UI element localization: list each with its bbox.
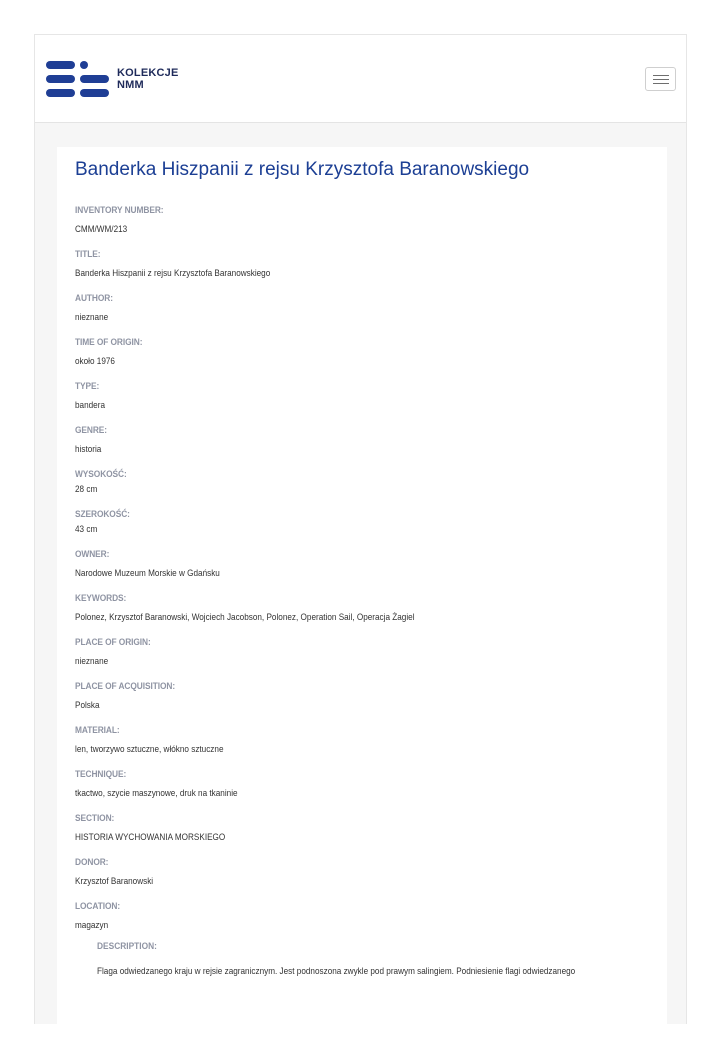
- metadata-field: [75, 425, 655, 456]
- field-label: KEYWORDS:: [75, 593, 127, 604]
- field-value: około 1976: [75, 356, 115, 367]
- field-value: bandera: [75, 400, 105, 411]
- metadata-field: [75, 249, 655, 280]
- logo-line-2: NMM: [117, 79, 144, 91]
- metadata-field: [75, 637, 655, 668]
- metadata-field: [75, 381, 655, 412]
- metadata-field: [75, 205, 655, 236]
- description-section: [97, 941, 657, 978]
- object-details-card: [57, 147, 667, 1047]
- logo-line-1: KOLEKCJE: [117, 67, 179, 79]
- field-label: DONOR:: [75, 857, 109, 868]
- field-label: MATERIAL:: [75, 725, 120, 736]
- field-label: TIME OF ORIGIN:: [75, 337, 143, 348]
- metadata-field: [75, 469, 655, 496]
- metadata-field: [75, 337, 655, 368]
- field-label: OWNER:: [75, 549, 110, 560]
- field-value: Krzysztof Baranowski: [75, 876, 154, 887]
- field-value: len, tworzywo sztuczne, włókno sztuczne: [75, 744, 224, 755]
- field-label: TYPE:: [75, 381, 100, 392]
- nav-toggle-button[interactable]: [645, 67, 676, 91]
- page-frame: [34, 34, 687, 1024]
- field-label: GENRE:: [75, 425, 107, 436]
- object-title: Banderka Hiszpanii z rejsu Krzysztofa Baranowskiego: [75, 159, 530, 180]
- field-value: nieznane: [75, 312, 109, 323]
- field-value: CMM/WM/213: [75, 224, 128, 235]
- nmm-logo-icon: [46, 61, 110, 99]
- hamburger-menu-icon: [653, 79, 669, 80]
- metadata-field: [75, 549, 655, 580]
- field-label: PLACE OF ACQUISITION:: [75, 681, 176, 692]
- field-label: TITLE:: [75, 249, 101, 260]
- metadata-field: [75, 293, 655, 324]
- field-value: nieznane: [75, 656, 109, 667]
- description-text: Flaga odwiedzanego kraju w rejsie zagranicznym. Jest podnoszona zwykle pod prawym salingiem. Podniesienie flagi odwiedzanego: [97, 966, 576, 977]
- site-logo[interactable]: [46, 61, 186, 99]
- field-label: PLACE OF ORIGIN:: [75, 637, 151, 648]
- field-value: Banderka Hiszpanii z rejsu Krzysztofa Baranowskiego: [75, 268, 271, 279]
- field-label: SECTION:: [75, 813, 115, 824]
- metadata-field: [75, 725, 655, 756]
- field-label: LOCATION:: [75, 901, 121, 912]
- field-value: magazyn: [75, 920, 109, 931]
- site-header: [35, 35, 686, 123]
- field-value: Polska: [75, 700, 100, 711]
- field-value: tkactwo, szycie maszynowe, druk na tkaninie: [75, 788, 238, 799]
- logo-text: [117, 67, 179, 91]
- field-value: 28 cm: [75, 484, 98, 495]
- metadata-field: [75, 813, 655, 844]
- metadata-field: [75, 857, 655, 888]
- hamburger-menu-icon: [653, 75, 669, 76]
- field-value: 43 cm: [75, 524, 98, 535]
- field-value: HISTORIA WYCHOWANIA MORSKIEGO: [75, 832, 226, 843]
- field-label: TECHNIQUE:: [75, 769, 127, 780]
- field-label: AUTHOR:: [75, 293, 113, 304]
- field-label: WYSOKOŚĆ:: [75, 469, 127, 480]
- metadata-field: [75, 901, 655, 932]
- field-value: historia: [75, 444, 102, 455]
- metadata-field: [75, 509, 655, 536]
- metadata-field: [75, 769, 655, 800]
- field-label: INVENTORY NUMBER:: [75, 205, 164, 216]
- field-value: Polonez, Krzysztof Baranowski, Wojciech Jacobson, Polonez, Operation Sail, Operacja Żagiel: [75, 612, 415, 623]
- description-label: DESCRIPTION:: [97, 941, 157, 952]
- metadata-field: [75, 593, 655, 624]
- metadata-field: [75, 681, 655, 712]
- field-value: Narodowe Muzeum Morskie w Gdańsku: [75, 568, 220, 579]
- hamburger-menu-icon: [653, 83, 669, 84]
- field-label: SZEROKOŚĆ:: [75, 509, 130, 520]
